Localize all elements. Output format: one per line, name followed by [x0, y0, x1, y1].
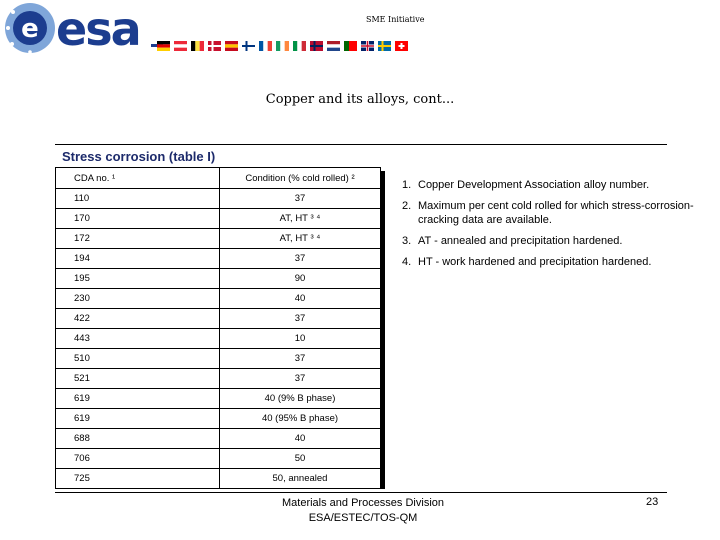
condition-cell: 37: [220, 189, 381, 209]
cda-number-cell: 194: [56, 249, 220, 269]
esa-wordmark: esa: [56, 2, 140, 56]
united-kingdom-flag-icon: [361, 41, 374, 51]
finland-flag-icon: [242, 41, 255, 51]
switzerland-flag-icon: [395, 41, 408, 51]
table-row: [56, 329, 381, 349]
belgium-flag-icon: [191, 41, 204, 51]
table-row: [56, 469, 381, 489]
condition-cell: 37: [220, 369, 381, 389]
page-number: 23: [646, 496, 659, 508]
sme-initiative-label: SME Initiative: [366, 15, 425, 24]
note-text: HT - work hardened and precipitation hardened.: [418, 256, 652, 268]
stress-corrosion-table-container: [55, 167, 385, 489]
netherlands-flag-icon: [327, 41, 340, 51]
cda-number-cell: 170: [56, 209, 220, 229]
condition-cell: 37: [220, 249, 381, 269]
cda-number-cell: 521: [56, 369, 220, 389]
condition-cell: 50: [220, 449, 381, 469]
condition-cell: 40 (9% B phase): [220, 389, 381, 409]
member-state-flags: [157, 41, 408, 51]
note-item: [402, 178, 702, 192]
table-row: [56, 429, 381, 449]
note-number: 4.: [402, 256, 412, 268]
cda-number-cell: 510: [56, 349, 220, 369]
cda-number-cell: 195: [56, 269, 220, 289]
note-text: Copper Development Association alloy number.: [418, 179, 650, 191]
table-row: [56, 389, 381, 409]
footer: [250, 496, 476, 526]
note-text: AT - annealed and precipitation hardened.: [418, 235, 623, 247]
slide-title: Copper and its alloys, cont...: [265, 92, 455, 107]
table-header-row: [56, 168, 381, 189]
condition-cell: 40 (95% B phase): [220, 409, 381, 429]
cda-number-cell: 688: [56, 429, 220, 449]
bottom-divider: [55, 492, 667, 493]
ireland-flag-icon: [276, 41, 289, 51]
portugal-flag-icon: [344, 41, 357, 51]
table-row: [56, 309, 381, 329]
condition-cell: 50, annealed: [220, 469, 381, 489]
header-condition: Condition (% cold rolled) ²: [220, 168, 381, 189]
table-row: [56, 229, 381, 249]
note-number: 1.: [402, 179, 412, 191]
top-divider: [55, 144, 667, 145]
section-title: Stress corrosion (table I): [62, 149, 216, 164]
cda-number-cell: 422: [56, 309, 220, 329]
germany-flag-icon: [157, 41, 170, 51]
france-flag-icon: [259, 41, 272, 51]
esa-logo: [0, 0, 160, 56]
cda-number-cell: 706: [56, 449, 220, 469]
table-row: [56, 449, 381, 469]
note-item: [402, 255, 702, 269]
spain-flag-icon: [225, 41, 238, 51]
note-text: Maximum per cent cold rolled for which stress-corrosion-cracking data are available.: [418, 200, 694, 226]
cda-number-cell: 172: [56, 229, 220, 249]
stress-corrosion-table: [55, 167, 381, 489]
esa-orbit-icon: [0, 0, 60, 56]
norway-flag-icon: [310, 41, 323, 51]
condition-cell: 37: [220, 349, 381, 369]
austria-flag-icon: [174, 41, 187, 51]
note-item: [402, 234, 702, 248]
footer-department: ESA/ESTEC/TOS-QM: [308, 512, 418, 524]
condition-cell: AT, HT ³ ⁴: [220, 209, 381, 229]
table-row: [56, 269, 381, 289]
table-notes: [402, 178, 702, 276]
cda-number-cell: 110: [56, 189, 220, 209]
italy-flag-icon: [293, 41, 306, 51]
condition-cell: 40: [220, 289, 381, 309]
sweden-flag-icon: [378, 41, 391, 51]
table-row: [56, 249, 381, 269]
condition-cell: 37: [220, 309, 381, 329]
condition-cell: 10: [220, 329, 381, 349]
condition-cell: 40: [220, 429, 381, 449]
note-item: [402, 199, 702, 227]
cda-number-cell: 725: [56, 469, 220, 489]
condition-cell: AT, HT ³ ⁴: [220, 229, 381, 249]
note-number: 3.: [402, 235, 412, 247]
condition-cell: 90: [220, 269, 381, 289]
denmark-flag-icon: [208, 41, 221, 51]
cda-number-cell: 230: [56, 289, 220, 309]
table-row: [56, 209, 381, 229]
cda-number-cell: 619: [56, 389, 220, 409]
note-number: 2.: [402, 200, 412, 212]
table-row: [56, 289, 381, 309]
cda-number-cell: 443: [56, 329, 220, 349]
footer-division: Materials and Processes Division: [281, 497, 444, 509]
cda-number-cell: 619: [56, 409, 220, 429]
table-row: [56, 369, 381, 389]
table-row: [56, 349, 381, 369]
table-row: [56, 189, 381, 209]
header-cda-no: CDA no. ¹: [56, 168, 220, 189]
table-row: [56, 409, 381, 429]
svg-text:e: e: [21, 14, 39, 44]
